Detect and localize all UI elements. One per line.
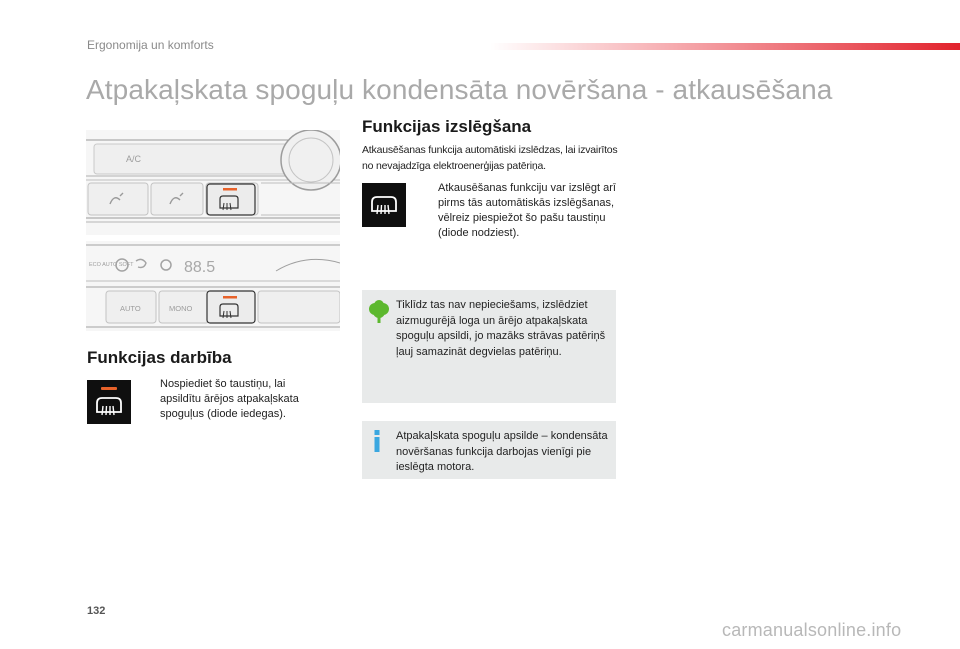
panel-mono-label: MONO: [169, 304, 193, 313]
panel-auto-label: AUTO: [120, 304, 141, 313]
section-heading-operation: Funkcijas darbība: [87, 348, 232, 367]
mirror-defrost-icon: [87, 380, 131, 424]
switch-off-text: Atkausēšanas funkciju var izslēgt arī pirms tās automātiskās izslēgšanas, vēlreiz piespiežot šo pašu taustiņu (diode nodziest).: [438, 182, 616, 239]
info-icon: [372, 430, 382, 457]
operation-text: Nospiediet šo taustiņu, lai apsildītu ārējos atpakaļskata spoguļus (diode iedegas).: [160, 378, 299, 420]
page-title: Atpakaļskata spoguļu kondensāta novēršana - atkausēšana: [86, 74, 833, 105]
switch-off-intro: Atkausēšanas funkcija automātiski izslēdzas, lai izvairītos no nevajadzīga elektroenerģijas patēriņa.: [362, 144, 618, 172]
control-panel-illustration-top: [86, 130, 340, 235]
eco-tree-icon: [368, 300, 390, 329]
page-number: 132: [87, 605, 106, 617]
panel-ac-label: A/C: [126, 154, 142, 164]
header-section: Ergonomija un komforts: [87, 38, 214, 52]
panel-eco-label: ECO AUTO SOFT: [89, 262, 134, 268]
panel-display-label: 88.5: [184, 259, 216, 276]
mirror-defrost-icon: [362, 183, 406, 227]
control-panel-illustration-bottom: [86, 241, 340, 331]
eco-note-box: [362, 290, 616, 403]
watermark: carmanualsonline.info: [722, 620, 902, 640]
eco-note-text: Tiklīdz tas nav nepieciešams, izslēdziet aizmugurējā loga un ārējo atpakaļskata spoguļu apsildi, jo mazāks strāvas patēriņš ļauj samazināt degvielas patēriņu.: [396, 299, 606, 358]
info-note-text: Atpakaļskata spoguļu apsilde – kondensāta novēršanas funkcija darbojas vienīgi pie ieslēgta motora.: [396, 430, 608, 473]
operation-instruction: [140, 377, 325, 422]
header-accent-bar: [490, 43, 960, 50]
led-indicator: [101, 387, 117, 390]
section-heading-switch-off: Funkcijas izslēgšana: [362, 117, 532, 136]
info-note-box: [362, 421, 616, 479]
switch-off-instruction: [418, 181, 618, 241]
